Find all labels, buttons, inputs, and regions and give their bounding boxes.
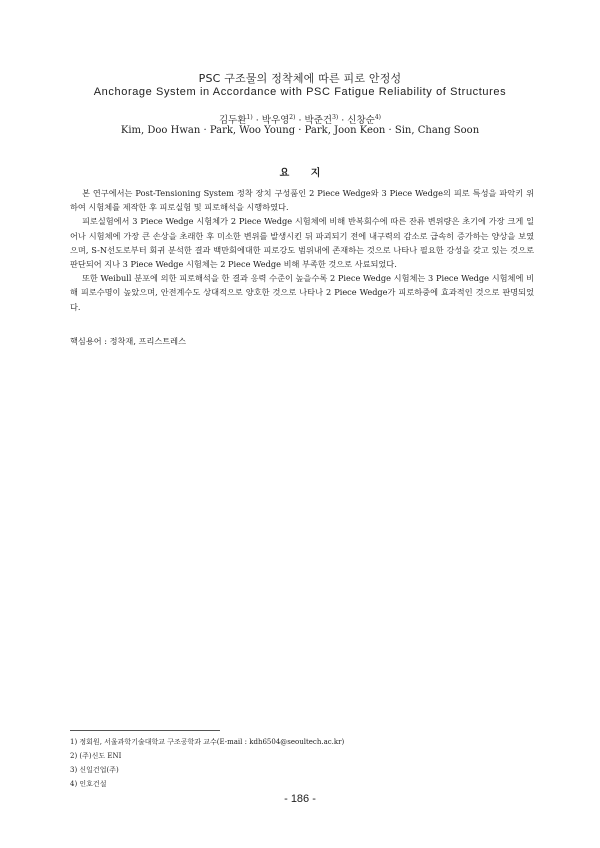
page-number: - 186 -	[284, 793, 316, 805]
footnote: 1) 정회원, 서울과학기술대학교 구조공학과 교수(E-mail : kdh6504@seoultech.ac.kr)	[70, 738, 345, 746]
author-footnote-marker: 4)	[374, 113, 381, 121]
abstract-heading: 요 지	[279, 168, 321, 179]
author-separator: ·	[295, 115, 305, 126]
author-name: 신창순	[347, 115, 375, 126]
author-footnote-marker: 2)	[289, 113, 296, 121]
author-footnote-marker: 1)	[246, 113, 253, 121]
footnote-divider	[70, 730, 220, 731]
author-list-korean	[0, 112, 600, 126]
author-list-english: Kim, Doo Hwan · Park, Woo Young · Park, Joon Keon · Sin, Chang Soon	[120, 125, 480, 136]
footnote: 4) 인호건설	[70, 780, 107, 788]
author-separator: ·	[252, 115, 262, 126]
footnote: 3) 신일건업(주)	[70, 766, 119, 774]
author-name: 박우영	[261, 115, 290, 126]
paper-title-english: Anchorage System in Accordance with PSC Fatigue Reliability of Structures	[93, 86, 507, 98]
author-name: 박준건	[304, 115, 333, 126]
author-footnote-marker: 3)	[332, 113, 339, 121]
paper-title-korean: PSC 구조물의 정착체에 따른 피로 안정성	[198, 72, 402, 85]
abstract-paragraph: 본 연구에서는 Post-Tensioning System 정착 장치 구성품인 2 Piece Wedge와 3 Piece Wedge의 피로 특성을 파악키 위하여 시험체를 제작한 후 피로실험 및 피로해석을 시행하였다.	[70, 188, 534, 213]
footnote: 2) (주)신도 ENI	[70, 752, 122, 760]
footnotes	[70, 735, 530, 791]
abstract-body	[70, 186, 534, 314]
author-separator: ·	[338, 115, 348, 126]
abstract-paragraph: 피로실험에서 3 Piece Wedge 시험체가 2 Piece Wedge 시험체에 비해 반복회수에 따른 잔류 변위량은 초기에 가장 크게 일어나 시험체에 가장 큰 손상을 초래한 후 미소한 변위를 발생시킨 뒤 파괴되기 전에 내구력의 감소로 급속히 증가하는 양상을 보였으며, S-N선도로부터 회귀 분석한 결과 백만회에대한 피로강도 범위내에 존재하는 것으로 나타나 필요한 강성을 갖고 있는 것으로 판단되어 지나 3 Piece Wedge 시험체는 2 Piece Wedge 비해 부족한 것으로 사료되었다.	[70, 216, 534, 270]
keywords: 핵심용어 : 정착재, 프리스트레스	[70, 336, 186, 346]
author-name: 김두환	[219, 115, 247, 126]
abstract-paragraph: 또한 Weibull 분포에 의한 피로해석을 한 결과 응력 수준이 높을수록 2 Piece Wedge 시험체는 3 Piece Wedge 시험체에 비해 피로수명이 높았으며, 안전계수도 상대적으로 양호한 것으로 나타나 2 Piece Wedge가 피로하중에 효과적인 것으로 판명되었다.	[70, 273, 534, 312]
